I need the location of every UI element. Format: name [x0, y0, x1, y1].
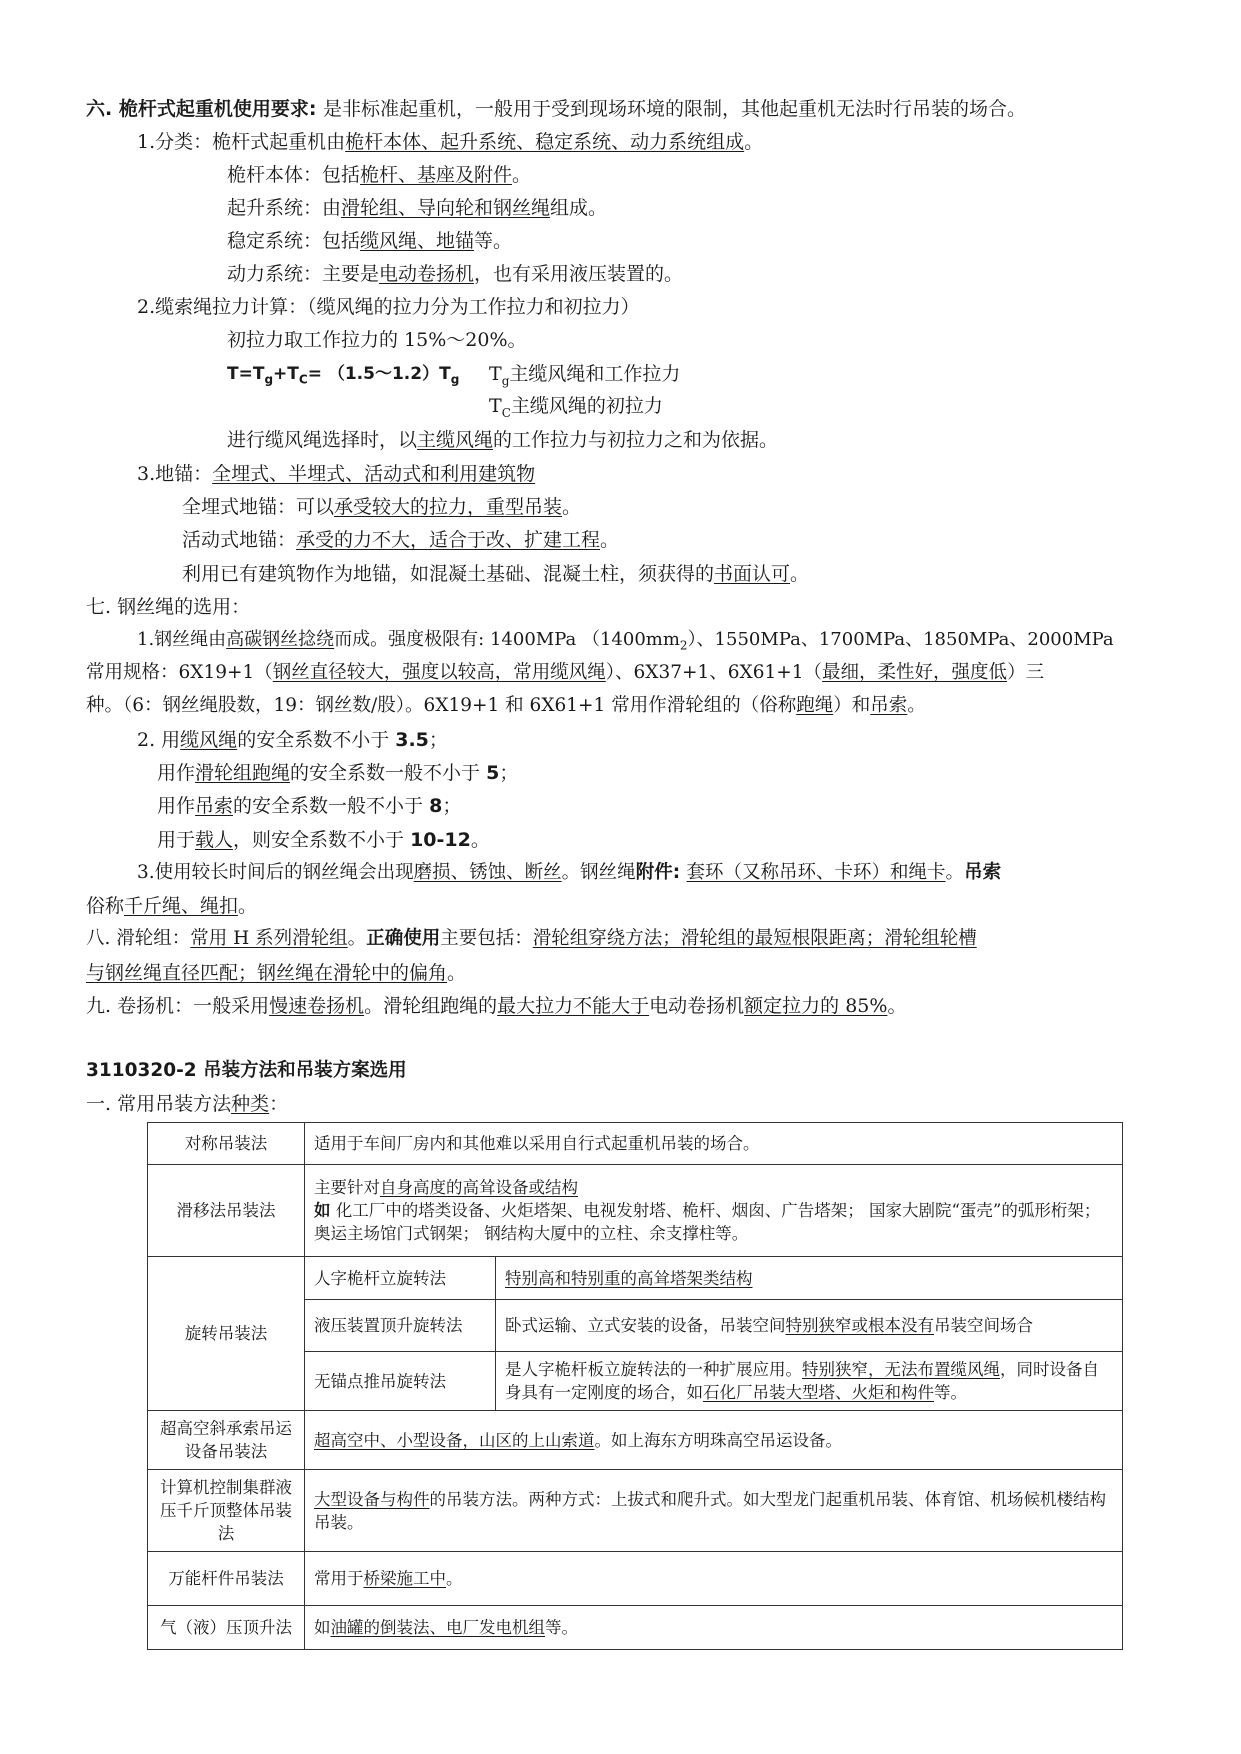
stability-system-line: 稳定系统：包括缆风绳、地锚等。 — [227, 230, 513, 252]
tc-note: $T_C$主缆风绳的初拉力 — [489, 395, 663, 420]
initial-tension-line: 初拉力取工作拉力的 15%～20%。 — [227, 329, 527, 351]
method-name: 万能杆件吊装法 — [148, 1552, 305, 1606]
safety-guy-line: 2. 用缆风绳的安全系数不小于 3.5； — [137, 729, 448, 751]
method-desc: 卧式运输、立式安装的设备，吊装空间特别狭窄或根本没有吊装空间场合 — [496, 1300, 1123, 1352]
lifting-methods-title: 一. 常用吊装方法种类： — [86, 1093, 289, 1115]
table-row — [148, 1165, 1123, 1257]
table-row — [148, 1257, 1123, 1300]
rope-usage-line: 种。（6：钢丝绳股数，19：钢丝数/股）。6X19+1 和 6X61+1 常用作滑轮组的（俗称跑绳）和吊索。 — [86, 695, 926, 716]
method-name: 对称吊装法 — [148, 1123, 305, 1165]
method-desc: 特别高和特别重的高耸塔架类结构 — [496, 1257, 1123, 1300]
classification-line: 1.分类：桅杆式起重机由桅杆本体、起升系统、稳定系统、动力系统组成。 — [137, 131, 764, 153]
lifting-system-line: 起升系统：由滑轮组、导向轮和钢丝绳组成。 — [227, 197, 608, 219]
sub-method-name: 无锚点推吊旋转法 — [305, 1352, 496, 1411]
mast-body-line: 桅杆本体：包括桅杆、基座及附件。 — [227, 164, 532, 186]
method-desc: 如油罐的倒装法、电厂发电机组等。 — [305, 1606, 1123, 1650]
method-desc: 大型设备与构件的吊装方法。两种方式：上拔式和爬升式。如大型龙门起重机吊装、体育馆、机场候机楼结构吊装。 — [305, 1470, 1123, 1552]
movable-anchor-line: 活动式地锚：承受的力不大，适合于改、扩建工程。 — [182, 529, 620, 551]
buried-anchor-line: 全埋式地锚：可以承受较大的拉力，重型吊装。 — [182, 496, 582, 518]
safety-sling-line: 用作吊索的安全系数一般不小于 8； — [157, 795, 462, 817]
power-system-line: 动力系统：主要是电动卷扬机，也有采用液压装置的。 — [227, 263, 684, 285]
method-name: 滑移法吊装法 — [148, 1165, 305, 1257]
method-name: 气（液）压顶升法 — [148, 1606, 305, 1650]
section-9-line: 九. 卷扬机：一般采用慢速卷扬机。滑轮组跑绳的最大拉力不能大于电动卷扬机额定拉力的 85%。 — [86, 995, 907, 1017]
method-name: 计算机控制集群液压千斤顶整体吊装法 — [148, 1470, 305, 1552]
table-row — [148, 1552, 1123, 1606]
method-desc: 适用于车间厂房内和其他难以采用自行式起重机吊装的场合。 — [305, 1123, 1123, 1165]
safety-running-line: 用作滑轮组跑绳的安全系数一般不小于 5； — [157, 762, 519, 784]
method-name: 超高空斜承索吊运设备吊装法 — [148, 1411, 305, 1470]
lifting-methods-table — [147, 1122, 1123, 1650]
cable-tension-line: 2.缆索绳拉力计算：（缆风绳的拉力分为工作拉力和初拉力） — [137, 296, 640, 318]
method-desc: 主要针对自身高度的高耸设备或结构 如 化工厂中的塔类设备、火炬塔架、电视发射塔、桅杆、烟囱、广告塔架； 国家大剧院“蛋壳”的弧形桁架； 奥运主场馆门式钢架； 钢结构大厦中的立柱、余支撑柱等。 — [305, 1165, 1123, 1257]
safety-manned-line: 用于载人，则安全系数不小于 10-12。 — [157, 829, 490, 851]
section-heading: 3110320-2 吊装方法和吊装方案选用 — [86, 1060, 407, 1081]
sub-method-name: 人字桅杆立旋转法 — [305, 1257, 496, 1300]
section-8-line1: 八. 滑轮组：常用 H 系列滑轮组。正确使用主要包括：滑轮组穿绕方法；滑轮组的最短根限距离；滑轮组轮槽 — [86, 928, 977, 949]
method-name: 旋转吊装法 — [148, 1257, 305, 1411]
rope-strength-line: 1.钢丝绳由高碳钢丝捻绕而成。强度极限有: 1400MPa $(1400mm_2)$、1550MPa、1700MPa、1850MPa、2000MPa — [137, 629, 1114, 653]
section-7-title: 七. 钢丝绳的选用： — [86, 596, 251, 618]
method-desc: 是人字桅杆板立旋转法的一种扩展应用。特别狭窄，无法布置缆风绳，同时设备自身具有一定刚度的场合，如石化厂吊装大型塔、火炬和构件等。 — [496, 1352, 1123, 1411]
section-8-line2: 与钢丝绳直径匹配；钢丝绳在滑轮中的偏角。 — [86, 962, 467, 984]
anchor-line: 3.地锚：全埋式、半埋式、活动式和利用建筑物 — [137, 463, 536, 485]
tension-formula: $T=T_g+T_C=$ $(1.5\sim 1.2)T_g$ — [227, 364, 460, 387]
tg-note: $T_g$主缆风绳和工作拉力 — [489, 363, 681, 388]
sub-method-name: 液压装置顶升旋转法 — [305, 1300, 496, 1352]
table-row — [148, 1123, 1123, 1165]
table-row — [148, 1470, 1123, 1552]
rope-wear-line: 3.使用较长时间后的钢丝绳会出现磨损、锈蚀、断丝。钢丝绳附件: 套环（又称吊环、卡环）和绳卡。吊索 — [137, 862, 1002, 883]
sling-alias-line: 俗称千斤绳、绳扣。 — [86, 895, 258, 917]
building-anchor-line: 利用已有建筑物作为地锚，如混凝土基础、混凝土柱，须获得的书面认可。 — [182, 563, 810, 585]
table-row — [148, 1411, 1123, 1470]
cable-selection-line: 进行缆风绳选择时，以主缆风绳的工作拉力与初拉力之和为依据。 — [227, 429, 779, 451]
rope-spec-line: 常用规格：6X19+1（钢丝直径较大，强度以较高，常用缆风绳）、6X37+1、6X61+1（最细，柔性好，强度低）三 — [86, 662, 1045, 683]
method-desc: 超高空中、小型设备，山区的上山索道。如上海东方明珠高空吊运设备。 — [305, 1411, 1123, 1470]
section-6-title: 六. 桅杆式起重机使用要求: 是非标准起重机，一般用于受到现场环境的限制，其他起重机无法时行吊装的场合。 — [86, 98, 1027, 120]
method-desc: 常用于桥梁施工中。 — [305, 1552, 1123, 1606]
table-row — [148, 1606, 1123, 1650]
